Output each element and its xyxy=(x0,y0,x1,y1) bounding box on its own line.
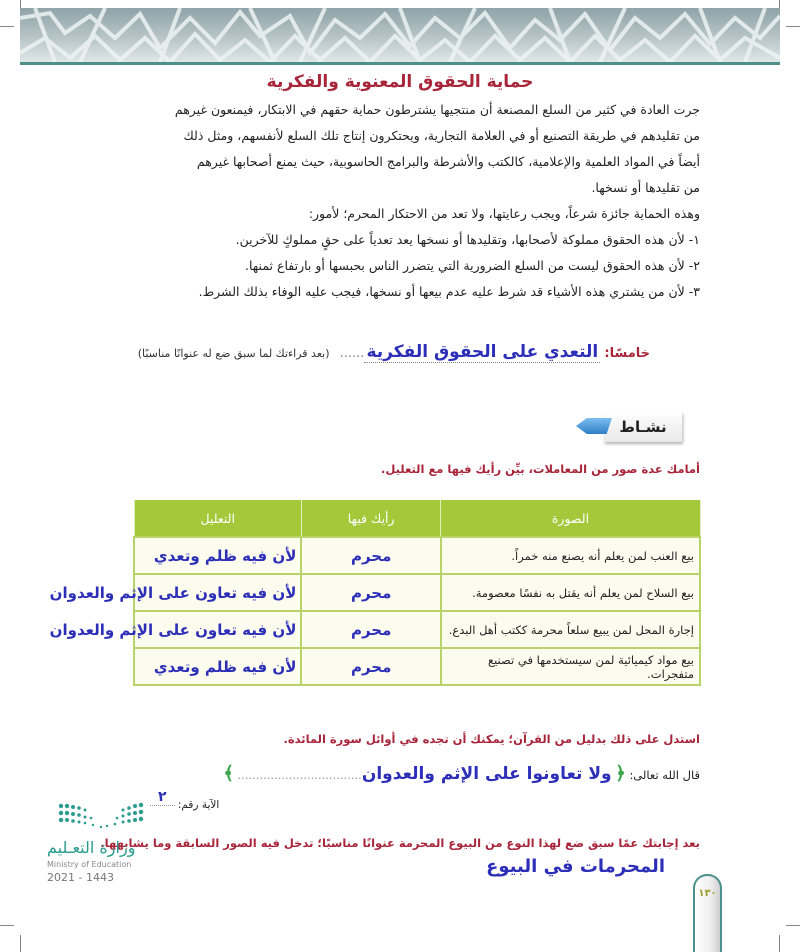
table-header-row xyxy=(134,500,700,537)
header-image: الصورة xyxy=(441,500,700,537)
reason-text: لأن فيه ظلم وتعدي xyxy=(153,657,297,676)
open-bracket: ﴿ xyxy=(615,763,626,784)
paragraph-line: من تقليدهم في طريقة التصنيع أو في العلامة التجارية، ويحتكرون إنتاج تلك السلع لأنفسهم، ومثل ذلك xyxy=(183,128,700,143)
ayah-number[interactable]: ٢ xyxy=(150,789,175,806)
verse-line xyxy=(223,763,700,784)
banner-rule xyxy=(20,62,780,65)
fifth-question xyxy=(138,342,650,362)
paragraph-line: من تقليدها أو نسخها. xyxy=(591,180,700,195)
activity-instruction: أمامك عدة صور من المعاملات، بيِّن رأيك فيها مع التعليل. xyxy=(380,462,700,476)
fifth-hint: (بعد قراءتك لما سبق ضع له عنوانًا مناسبًا) xyxy=(137,347,330,360)
header-reason: التعليل xyxy=(134,500,301,537)
crop-mark xyxy=(20,0,21,8)
cell-image: بيع العنب لمن يعلم أنه يصنع منه خمراً. xyxy=(441,537,700,574)
ayah-label: الآية رقم: xyxy=(177,799,220,811)
fill-dots: .................................. xyxy=(237,768,362,782)
cell-opinion[interactable]: محرم xyxy=(301,611,441,648)
reason-item: ٢- لأن هذه الحقوق ليست من السلع الضرورية التي يتضرر الناس بحبسها أو بارتفاع ثمنها. xyxy=(245,258,700,273)
crop-mark xyxy=(786,26,800,27)
cell-reason[interactable] xyxy=(134,648,301,685)
paragraph-line: جرت العادة في كثير من السلع المصنعة أن منتجيها يشترطون حماية حقهم في الابتكار، فيمنعون غيرهم xyxy=(174,102,700,117)
logo-arabic: وزارة التعـليم xyxy=(47,838,136,857)
logo-dots-icon xyxy=(57,800,157,834)
crop-mark xyxy=(786,925,800,926)
fifth-label: خامسًا: xyxy=(604,346,650,361)
reason-text: لأن فيه تعاون على الإثم والعدوان xyxy=(49,620,297,639)
cell-reason[interactable] xyxy=(49,574,301,611)
reason-text: لأن فيه تعاون على الإثم والعدوان xyxy=(49,583,297,602)
ministry-logo xyxy=(45,800,185,890)
crop-mark xyxy=(0,26,14,27)
cell-image: إجارة المحل لمن يبيع سلعاً محرمة ككتب أهل البدع. xyxy=(441,611,700,648)
page-number-tab xyxy=(693,874,722,952)
close-bracket: ﴾ xyxy=(223,763,234,784)
table-row xyxy=(134,574,700,611)
cell-opinion[interactable]: محرم xyxy=(301,648,441,685)
paragraph-line: أيضاً في المواد العلمية والإعلامية، كالكتب والأشرطة والبرامج الحاسوبية، حيث يمنع أصحابها غيرهم xyxy=(196,154,700,169)
crop-mark xyxy=(779,935,780,952)
reason-item: ٣- لأن من يشتري هذه الأشياء قد شرط عليه عدم بيعها أو نسخها، فيجب عليه الوفاء بذلك الشرط. xyxy=(198,284,700,299)
verse-answer[interactable]: ولا تعاونوا على الإثم والعدوان xyxy=(361,764,612,784)
crop-mark xyxy=(0,925,14,926)
section-title: حماية الحقوق المعنوية والفكرية xyxy=(266,72,534,92)
activity-badge xyxy=(576,412,682,442)
cell-opinion[interactable]: محرم xyxy=(301,574,441,611)
fill-dots: ...... xyxy=(339,346,365,361)
fifth-answer[interactable]: التعدي على الحقوق الفكرية xyxy=(366,342,599,362)
closing-answer[interactable]: المحرمات في البيوع xyxy=(486,856,665,877)
table-row xyxy=(134,611,700,648)
pattern-graphic xyxy=(20,8,780,62)
crop-mark xyxy=(20,935,21,952)
ribbon-tab-icon xyxy=(576,418,612,434)
reason-text: لأن فيه ظلم وتعدي xyxy=(153,546,297,565)
cell-reason[interactable] xyxy=(134,537,301,574)
logo-year: 2021 - 1443 xyxy=(47,871,114,884)
closing-instruction: بعد إجابتك عمًا سبق ضع لهذا النوع من البيوع المحرمة عنوانًا مناسبًا؛ تدخل فيه الصور السابقة وما يشابهها. xyxy=(100,836,700,850)
logo-english: Ministry of Education xyxy=(47,860,132,869)
page-number: ١٣٠ xyxy=(698,888,717,899)
activity-label: نشـاط xyxy=(604,412,682,442)
cell-opinion[interactable]: محرم xyxy=(301,537,441,574)
evidence-instruction: استدل على ذلك بدليل من القرآن؛ يمكنك أن تجده في أوائل سورة المائدة. xyxy=(283,732,700,746)
reason-item: ١- لأن هذه الحقوق مملوكة لأصحابها، وتقليدها أو نسخها يعد تعدياً على حقٍ مملوكٍ للآخرين. xyxy=(235,232,700,247)
decorative-banner xyxy=(20,8,780,62)
header-opinion: رأيك فيها xyxy=(301,500,441,537)
verse-lead: قال الله تعالى: xyxy=(629,768,700,782)
table-row xyxy=(134,648,700,685)
cell-image: بيع مواد كيميائية لمن سيستخدمها في تصنيع متفجرات. xyxy=(441,648,700,685)
table-row xyxy=(134,537,700,574)
activity-table xyxy=(49,500,701,686)
cell-reason[interactable] xyxy=(49,611,301,648)
cell-image: بيع السلاح لمن يعلم أنه يقتل به نفسًا معصومة. xyxy=(441,574,700,611)
intro-line: وهذه الحماية جائزة شرعاً، ويجب رعايتها، ولا تعد من الاحتكار المحرم؛ لأمور: xyxy=(308,206,700,221)
